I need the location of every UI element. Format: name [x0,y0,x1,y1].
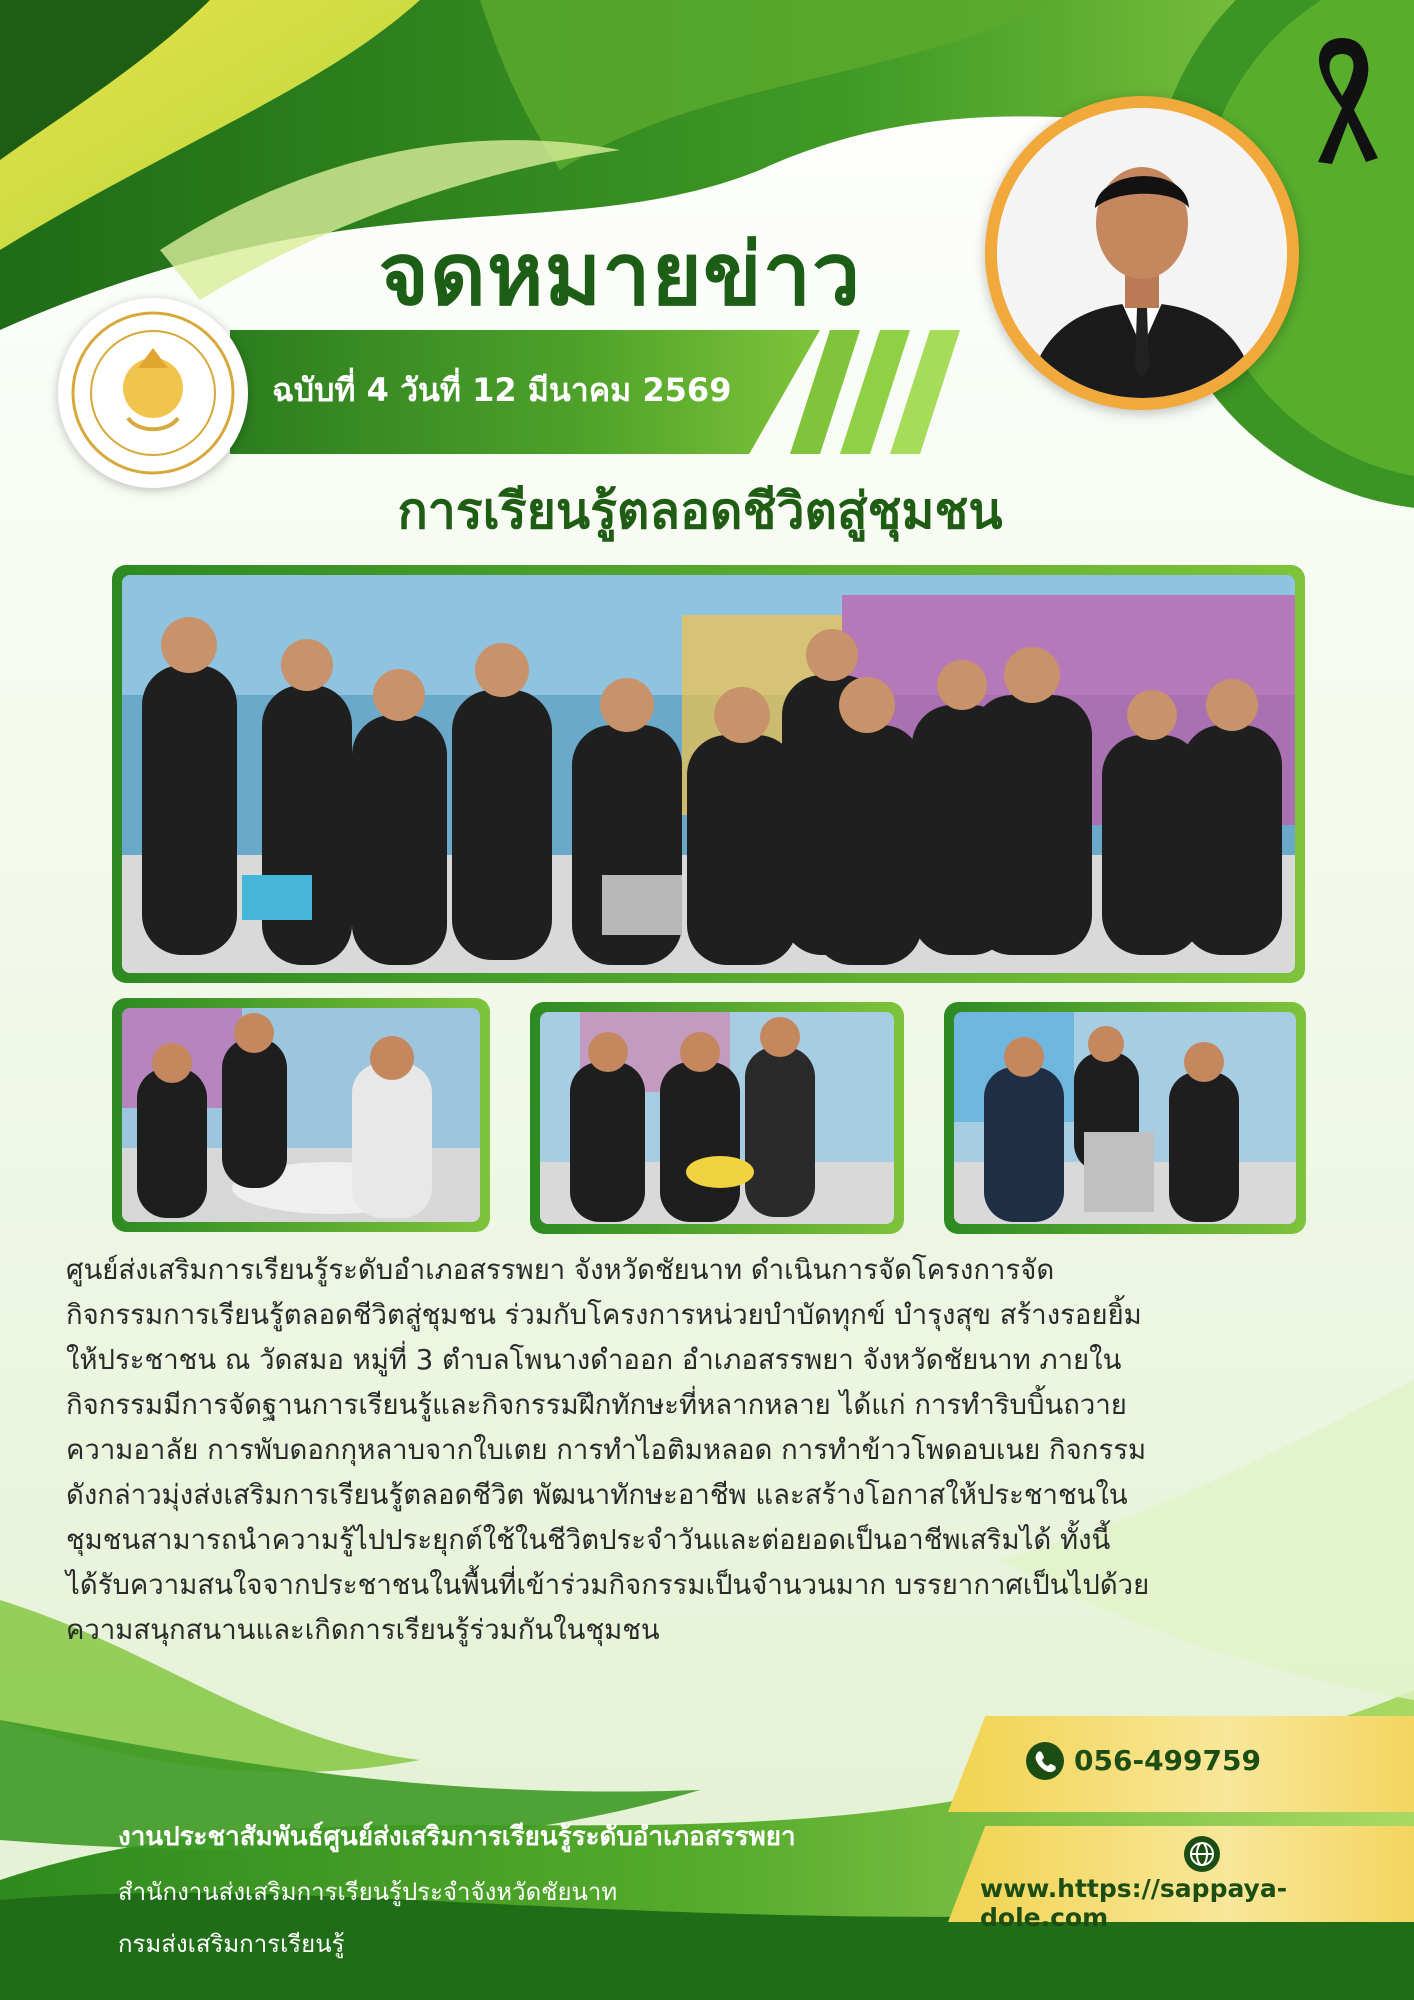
activity-photo-2 [530,1002,904,1234]
body-line: ความอาลัย การพับดอกกุหลาบจากใบเตย การทำไอติมหลอด การทำข้าวโพดอบเนย กิจกรรม [66,1434,1147,1466]
body-line: ดังกล่าวมุ่งส่งเสริมการเรียนรู้ตลอดชีวิต พัฒนาทักษะอาชีพ และสร้างโอกาสให้ประชาชนใน [66,1479,1128,1511]
body-line: กิจกรรมมีการจัดฐานการเรียนรู้และกิจกรรมฝึกทักษะที่หลากหลาย ได้แก่ การทำริบบิ้นถวาย [66,1389,1127,1421]
globe-icon [1184,1836,1220,1872]
article-body [66,1248,1366,1653]
issue-date: ฉบับที่ 4 วันที่ 12 มีนาคม 2569 [272,371,732,409]
newsletter-title: จดหมายข่าว [378,225,862,325]
mourning-ribbon-icon [1302,30,1382,170]
body-line: กิจกรรมการเรียนรู้ตลอดชีวิตสู่ชุมชน ร่วมกับโครงการหน่วยบำบัดทุกข์ บำรุงสุข สร้างรอยยิ้ม [66,1299,1142,1331]
person-photo [997,108,1287,398]
director-portrait [985,96,1299,410]
body-line: ได้รับความสนใจจากประชาชนในพื้นที่เข้าร่วมกิจกรรมเป็นจำนวนมาก บรรยากาศเป็นไปด้วย [66,1569,1150,1601]
footer-department: กรมส่งเสริมการเรียนรู้ [118,1930,345,1958]
body-line: ศูนย์ส่งเสริมการเรียนรู้ระดับอำเภอสรรพยา จังหวัดชัยนาท ดำเนินการจัดโครงการจัด [66,1254,1055,1286]
phone-icon [1026,1742,1064,1780]
phone-number[interactable]: 056-499759 [1074,1744,1261,1777]
main-photo [112,565,1305,983]
body-line: ชุมชนสามารถนำความรู้ไปประยุกต์ใช้ในชีวิตประจำวันและต่อยอดเป็นอาชีพเสริมได้ ทั้งนี้ [66,1524,1111,1556]
body-line: ความสนุกสนานและเกิดการเรียนรู้ร่วมกันในชุมชน [66,1614,660,1646]
website-link[interactable]: www.https://sappaya-dole.com [980,1874,1288,1932]
footer-office: สำนักงานส่งเสริมการเรียนรู้ประจำจังหวัดชัยนาท [118,1878,618,1906]
activity-photo-1 [112,998,490,1232]
stripe-decoration [790,330,1000,454]
article-headline: การเรียนรู้ตลอดชีวิตสู่ชุมชน [397,482,1003,540]
department-seal-logo [58,298,248,488]
body-line: ให้ประชาชน ณ วัดสมอ หมู่ที่ 3 ตำบลโพนางดำออก อำเภอสรรพยา จังหวัดชัยนาท ภายใน [66,1344,1122,1376]
footer-organization: งานประชาสัมพันธ์ศูนย์ส่งเสริมการเรียนรู้ระดับอำเภอสรรพยา [118,1822,796,1852]
activity-photo-3 [944,1002,1306,1234]
